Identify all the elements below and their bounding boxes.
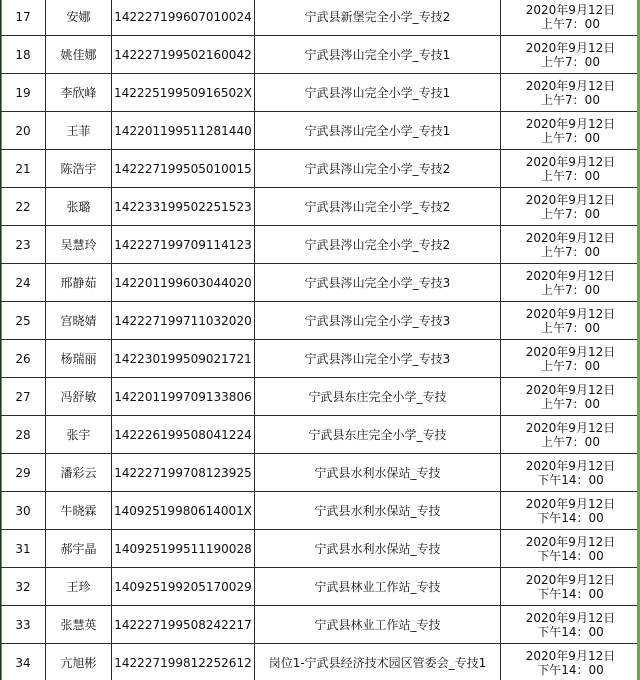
exam-time-cell <box>501 416 640 454</box>
id-number-cell: 142227199711032020 <box>112 302 255 340</box>
table-row <box>1 0 640 36</box>
exam-date: 2020年9月12日 <box>525 496 616 511</box>
exam-date: 2020年9月12日 <box>525 230 616 245</box>
exam-date: 2020年9月12日 <box>525 306 616 321</box>
exam-time-cell <box>501 340 640 378</box>
exam-clock-time: 上午7：00 <box>541 54 600 69</box>
table-row <box>1 492 640 530</box>
exam-time-cell <box>501 454 640 492</box>
seq-cell: 24 <box>1 264 46 302</box>
name-cell: 李欣峰 <box>46 74 112 112</box>
exam-time-cell <box>501 606 640 644</box>
exam-clock-time: 上午7：00 <box>541 130 600 145</box>
position-cell: 宁武县水利水保站_专技 <box>255 530 501 568</box>
name-cell: 杨瑞丽 <box>46 340 112 378</box>
exam-clock-time: 下午14：00 <box>537 472 604 487</box>
name-cell: 张宇 <box>46 416 112 454</box>
id-number-cell: 140925199511190028 <box>112 530 255 568</box>
exam-date: 2020年9月12日 <box>525 192 616 207</box>
name-cell: 王珍 <box>46 568 112 606</box>
table-row <box>1 302 640 340</box>
position-cell: 宁武县涔山完全小学_专技3 <box>255 264 501 302</box>
seq-cell: 29 <box>1 454 46 492</box>
seq-cell: 22 <box>1 188 46 226</box>
table-row <box>1 530 640 568</box>
position-cell: 宁武县涔山完全小学_专技2 <box>255 150 501 188</box>
position-cell: 宁武县水利水保站_专技 <box>255 454 501 492</box>
id-number-cell: 142227199812252612 <box>112 644 255 680</box>
name-cell: 陈浩宇 <box>46 150 112 188</box>
table-row <box>1 112 640 150</box>
exam-clock-time: 上午7：00 <box>541 244 600 259</box>
seq-cell: 23 <box>1 226 46 264</box>
exam-clock-time: 下午14：00 <box>537 510 604 525</box>
id-number-cell: 14092519980614001X <box>112 492 255 530</box>
exam-clock-time: 上午7：00 <box>541 358 600 373</box>
table-row <box>1 150 640 188</box>
exam-date: 2020年9月12日 <box>525 382 616 397</box>
seq-cell: 26 <box>1 340 46 378</box>
id-number-cell: 142227199708123925 <box>112 454 255 492</box>
seq-cell: 31 <box>1 530 46 568</box>
name-cell: 牛晓霖 <box>46 492 112 530</box>
table-row <box>1 416 640 454</box>
exam-time-cell <box>501 492 640 530</box>
position-cell: 宁武县涔山完全小学_专技1 <box>255 74 501 112</box>
table-row <box>1 74 640 112</box>
exam-clock-time: 上午7：00 <box>541 168 600 183</box>
table-row <box>1 36 640 74</box>
exam-clock-time: 上午7：00 <box>541 92 600 107</box>
position-cell: 宁武县涔山完全小学_专技3 <box>255 302 501 340</box>
seq-cell: 18 <box>1 36 46 74</box>
exam-date: 2020年9月12日 <box>525 116 616 131</box>
exam-clock-time: 下午14：00 <box>537 586 604 601</box>
exam-time-cell <box>501 74 640 112</box>
exam-time-cell <box>501 378 640 416</box>
candidate-table-body <box>1 0 640 680</box>
id-number-cell: 142201199709133806 <box>112 378 255 416</box>
seq-cell: 25 <box>1 302 46 340</box>
seq-cell: 21 <box>1 150 46 188</box>
exam-time-cell <box>501 264 640 302</box>
seq-cell: 34 <box>1 644 46 680</box>
exam-clock-time: 上午7：00 <box>541 282 600 297</box>
exam-date: 2020年9月12日 <box>525 268 616 283</box>
exam-date: 2020年9月12日 <box>525 2 616 17</box>
id-number-cell: 142227199508242217 <box>112 606 255 644</box>
table-row <box>1 188 640 226</box>
exam-clock-time: 上午7：00 <box>541 320 600 335</box>
exam-time-cell <box>501 302 640 340</box>
position-cell: 宁武县涔山完全小学_专技2 <box>255 226 501 264</box>
name-cell: 张慧英 <box>46 606 112 644</box>
exam-time-cell <box>501 226 640 264</box>
id-number-cell: 142227199709114123 <box>112 226 255 264</box>
name-cell: 王菲 <box>46 112 112 150</box>
name-cell: 冯舒敏 <box>46 378 112 416</box>
exam-date: 2020年9月12日 <box>525 534 616 549</box>
exam-time-cell <box>501 568 640 606</box>
seq-cell: 27 <box>1 378 46 416</box>
exam-clock-time: 下午14：00 <box>537 624 604 639</box>
position-cell: 岗位1-宁武县经济技术园区管委会_专技1 <box>255 644 501 680</box>
exam-date: 2020年9月12日 <box>525 344 616 359</box>
exam-time-cell <box>501 188 640 226</box>
exam-date: 2020年9月12日 <box>525 458 616 473</box>
table-row <box>1 644 640 680</box>
table-row <box>1 264 640 302</box>
exam-time-cell <box>501 530 640 568</box>
table-row <box>1 454 640 492</box>
exam-date: 2020年9月12日 <box>525 648 616 663</box>
exam-clock-time: 上午7：00 <box>541 396 600 411</box>
exam-date: 2020年9月12日 <box>525 78 616 93</box>
id-number-cell: 142201199603044020 <box>112 264 255 302</box>
exam-time-cell <box>501 644 640 680</box>
position-cell: 宁武县涔山完全小学_专技1 <box>255 36 501 74</box>
position-cell: 宁武县新堡完全小学_专技2 <box>255 0 501 36</box>
name-cell: 吴慧玲 <box>46 226 112 264</box>
position-cell: 宁武县林业工作站_专技 <box>255 606 501 644</box>
id-number-cell: 142226199508041224 <box>112 416 255 454</box>
position-cell: 宁武县涔山完全小学_专技2 <box>255 188 501 226</box>
position-cell: 宁武县东庄完全小学_专技 <box>255 378 501 416</box>
id-number-cell: 142227199505010015 <box>112 150 255 188</box>
name-cell: 郝宇晶 <box>46 530 112 568</box>
id-number-cell: 142227199502160042 <box>112 36 255 74</box>
seq-cell: 33 <box>1 606 46 644</box>
id-number-cell: 142201199511281440 <box>112 112 255 150</box>
exam-clock-time: 上午7：00 <box>541 16 600 31</box>
name-cell: 亢旭彬 <box>46 644 112 680</box>
table-row <box>1 226 640 264</box>
name-cell: 安娜 <box>46 0 112 36</box>
id-number-cell: 14222519950916502X <box>112 74 255 112</box>
position-cell: 宁武县水利水保站_专技 <box>255 492 501 530</box>
exam-time-cell <box>501 0 640 36</box>
position-cell: 宁武县涔山完全小学_专技3 <box>255 340 501 378</box>
table-row <box>1 378 640 416</box>
name-cell: 潘彩云 <box>46 454 112 492</box>
exam-date: 2020年9月12日 <box>525 610 616 625</box>
exam-time-cell <box>501 36 640 74</box>
name-cell: 姚佳娜 <box>46 36 112 74</box>
seq-cell: 28 <box>1 416 46 454</box>
id-number-cell: 142230199509021721 <box>112 340 255 378</box>
position-cell: 宁武县涔山完全小学_专技1 <box>255 112 501 150</box>
table-row <box>1 606 640 644</box>
exam-date: 2020年9月12日 <box>525 572 616 587</box>
position-cell: 宁武县林业工作站_专技 <box>255 568 501 606</box>
exam-time-cell <box>501 112 640 150</box>
seq-cell: 20 <box>1 112 46 150</box>
exam-date: 2020年9月12日 <box>525 40 616 55</box>
table-row <box>1 340 640 378</box>
exam-time-cell <box>501 150 640 188</box>
exam-clock-time: 下午14：00 <box>537 548 604 563</box>
name-cell: 邢静茹 <box>46 264 112 302</box>
id-number-cell: 142233199502251523 <box>112 188 255 226</box>
exam-date: 2020年9月12日 <box>525 154 616 169</box>
exam-clock-time: 上午7：00 <box>541 206 600 221</box>
id-number-cell: 142227199607010024 <box>112 0 255 36</box>
table-row <box>1 568 640 606</box>
exam-clock-time: 上午7：00 <box>541 434 600 449</box>
seq-cell: 17 <box>1 0 46 36</box>
position-cell: 宁武县东庄完全小学_专技 <box>255 416 501 454</box>
seq-cell: 32 <box>1 568 46 606</box>
exam-date: 2020年9月12日 <box>525 420 616 435</box>
name-cell: 宫晓婧 <box>46 302 112 340</box>
seq-cell: 19 <box>1 74 46 112</box>
seq-cell: 30 <box>1 492 46 530</box>
exam-clock-time: 下午14：00 <box>537 662 604 677</box>
id-number-cell: 140925199205170029 <box>112 568 255 606</box>
name-cell: 张璐 <box>46 188 112 226</box>
